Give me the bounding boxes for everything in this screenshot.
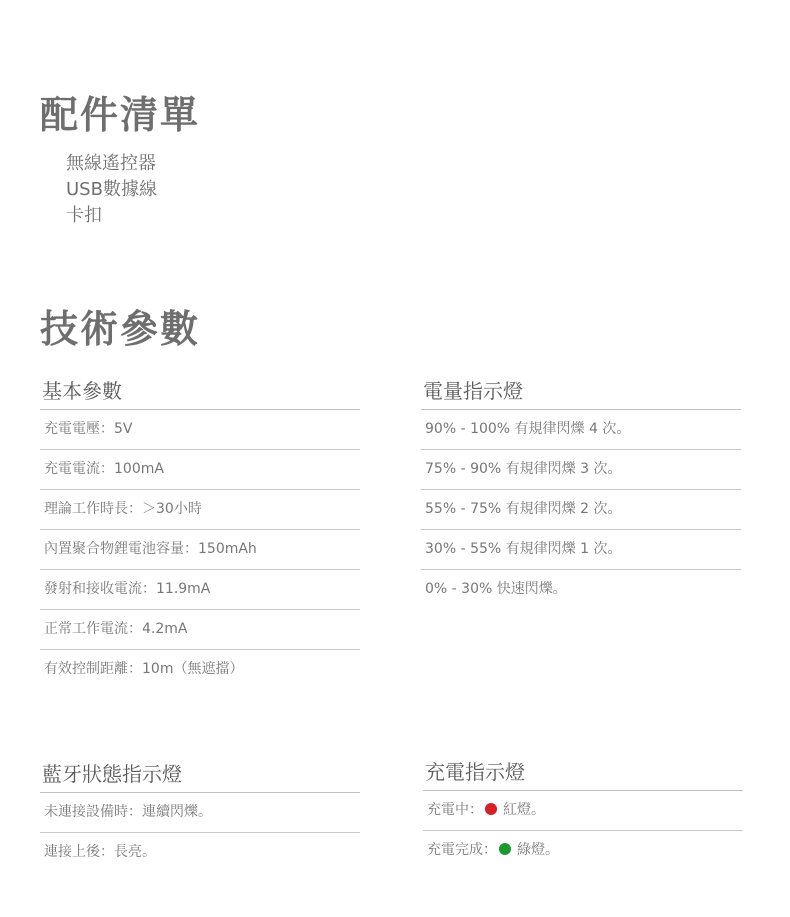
charging-indicator-row [423,831,743,870]
red-led-icon [485,803,497,815]
basic-param-row: 發射和接收電流：11.9mA [40,570,360,610]
charging-value: 紅燈。 [503,802,545,818]
specs-title: 技術參數 [40,307,201,351]
battery-indicator-title: 電量指示燈 [421,373,741,410]
charging-value: 綠燈。 [517,842,559,858]
accessories-title: 配件清單 [40,93,201,137]
battery-indicator-row: 0% - 30% 快速閃爍。 [425,581,567,597]
battery-indicator-row: 75% - 90% 有規律閃爍 3 次。 [421,450,741,490]
basic-param-row: 正常工作電流：4.2mA [40,610,360,650]
battery-indicator-section [421,373,741,609]
bluetooth-status-row: 連接上後：長亮。 [44,844,156,860]
basic-param-row: 內置聚合物鋰電池容量：150mAh [40,530,360,570]
charging-label: 充電完成： [427,842,497,858]
accessory-item: USB數據線 [66,179,157,200]
basic-param-row: 理論工作時長：＞30小時 [40,490,360,530]
bluetooth-status-section [40,756,360,872]
basic-param-row: 有效控制距離：10m（無遮擋） [44,661,244,677]
battery-indicator-row: 30% - 55% 有規律閃爍 1 次。 [421,530,741,570]
basic-params-title: 基本參數 [40,373,360,410]
charging-indicator-title: 充電指示燈 [423,754,743,791]
basic-param-row: 充電電壓：5V [40,410,360,450]
charging-label: 充電中： [427,802,483,818]
bluetooth-status-title: 藍牙狀態指示燈 [40,756,360,793]
bluetooth-status-row: 未連接設備時：連續閃爍。 [40,793,360,833]
green-led-icon [499,843,511,855]
basic-param-row: 充電電流：100mA [40,450,360,490]
accessory-item: 卡扣 [66,205,102,226]
charging-indicator-section [423,754,743,870]
basic-params-section [40,373,360,689]
battery-indicator-row: 90% - 100% 有規律閃爍 4 次。 [421,410,741,450]
accessory-item: 無線遙控器 [66,153,156,174]
battery-indicator-row: 55% - 75% 有規律閃爍 2 次。 [421,490,741,530]
charging-indicator-row [423,791,743,831]
accessories-list [66,151,157,229]
